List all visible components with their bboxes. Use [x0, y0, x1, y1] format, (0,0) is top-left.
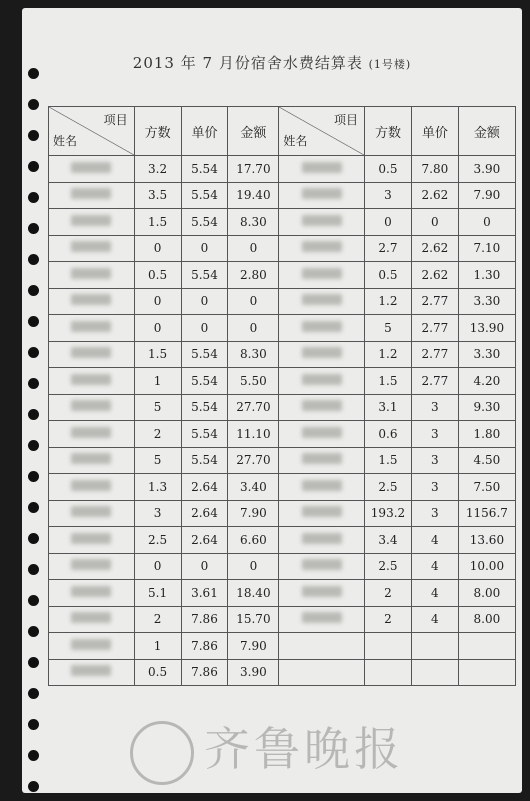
redacted-name [302, 268, 342, 279]
amount-cell-left: 11.10 [228, 421, 279, 448]
table-row [49, 209, 516, 236]
price-cell-left: 0 [181, 235, 228, 262]
table-row [49, 606, 516, 633]
name-cell-left [49, 421, 135, 448]
document-page [22, 8, 522, 793]
redacted-name [302, 374, 342, 385]
amount-cell-right: 1.80 [458, 421, 515, 448]
price-cell-right: 3 [411, 394, 458, 421]
redacted-name [71, 162, 111, 173]
amount-cell-right: 1156.7 [458, 500, 515, 527]
table-row [49, 394, 516, 421]
price-cell-right: 2.62 [411, 262, 458, 289]
name-cell-right [279, 235, 365, 262]
redacted-name [71, 533, 111, 544]
redacted-name [302, 400, 342, 411]
table-row [49, 527, 516, 554]
price-cell-left: 0 [181, 288, 228, 315]
binder-hole [28, 99, 39, 110]
volume-cell-left: 2 [134, 606, 181, 633]
volume-cell-left: 5 [134, 447, 181, 474]
amount-cell-right: 3.30 [458, 341, 515, 368]
table-row [49, 156, 516, 183]
name-cell-left [49, 553, 135, 580]
volume-cell-right: 1.2 [365, 288, 412, 315]
document-title [22, 52, 522, 73]
name-cell-left [49, 447, 135, 474]
binder-hole [28, 750, 39, 761]
volume-cell-left: 0 [134, 235, 181, 262]
amount-cell-right: 7.90 [458, 182, 515, 209]
amount-cell-left: 17.70 [228, 156, 279, 183]
amount-cell-right: 0 [458, 209, 515, 236]
binder-hole [28, 781, 39, 792]
amount-cell-left: 19.40 [228, 182, 279, 209]
redacted-name [302, 559, 342, 570]
binder-hole [28, 409, 39, 420]
watermark-text: 齐鲁晚报 [204, 722, 404, 776]
amount-cell-left: 3.90 [228, 659, 279, 686]
name-cell-right [279, 156, 365, 183]
name-cell-left [49, 659, 135, 686]
volume-cell-right: 0.5 [365, 262, 412, 289]
header-unit-price: 单价 [181, 107, 228, 156]
redacted-name [302, 188, 342, 199]
table-row [49, 368, 516, 395]
volume-cell-left: 0.5 [134, 262, 181, 289]
redacted-name [302, 586, 342, 597]
redacted-name [302, 347, 342, 358]
volume-cell-left: 1.3 [134, 474, 181, 501]
name-cell-right [279, 262, 365, 289]
binder-hole [28, 192, 39, 203]
name-cell-right [279, 394, 365, 421]
header-item-right: 项目 [334, 113, 359, 127]
redacted-name [71, 347, 111, 358]
amount-cell-left: 27.70 [228, 394, 279, 421]
redacted-name [71, 559, 111, 570]
building-label: (1号楼) [368, 58, 412, 71]
price-cell-right: 4 [411, 580, 458, 607]
name-cell-left [49, 527, 135, 554]
name-cell-left [49, 606, 135, 633]
diagonal-header-right [279, 107, 364, 155]
amount-cell-left: 2.80 [228, 262, 279, 289]
amount-cell-right: 8.00 [458, 606, 515, 633]
name-cell-left [49, 156, 135, 183]
volume-cell-left: 5 [134, 394, 181, 421]
header-unit-price-right: 单价 [411, 107, 458, 156]
volume-cell-left: 2.5 [134, 527, 181, 554]
price-cell-left: 5.54 [181, 447, 228, 474]
name-cell-right [279, 447, 365, 474]
volume-cell-right: 1.5 [365, 447, 412, 474]
price-cell-left: 5.54 [181, 394, 228, 421]
table-row [49, 315, 516, 342]
volume-cell-right: 2.5 [365, 553, 412, 580]
volume-cell-left: 1 [134, 633, 181, 660]
binder-hole [28, 440, 39, 451]
binder-hole [28, 626, 39, 637]
volume-cell-left: 1.5 [134, 341, 181, 368]
table-row [49, 580, 516, 607]
binder-hole [28, 285, 39, 296]
name-cell-right [279, 606, 365, 633]
amount-cell-right: 4.50 [458, 447, 515, 474]
header-item-name-cell [49, 107, 135, 156]
volume-cell-left: 0 [134, 315, 181, 342]
binder-hole [28, 688, 39, 699]
table-row [49, 235, 516, 262]
redacted-name [71, 215, 111, 226]
binder-hole [28, 657, 39, 668]
redacted-name [302, 427, 342, 438]
redacted-name [71, 321, 111, 332]
redacted-name [302, 215, 342, 226]
volume-cell-left: 1.5 [134, 209, 181, 236]
redacted-name [71, 586, 111, 597]
volume-cell-right [365, 659, 412, 686]
price-cell-right: 0 [411, 209, 458, 236]
redacted-name [71, 294, 111, 305]
binder-hole [28, 471, 39, 482]
binder-hole [28, 130, 39, 141]
redacted-name [71, 374, 111, 385]
price-cell-right: 2.77 [411, 341, 458, 368]
binder-holes [28, 8, 42, 793]
name-cell-right [279, 182, 365, 209]
redacted-name [71, 453, 111, 464]
redacted-name [71, 480, 111, 491]
header-volume: 方数 [134, 107, 181, 156]
price-cell-left: 2.64 [181, 527, 228, 554]
redacted-name [302, 321, 342, 332]
name-cell-left [49, 474, 135, 501]
redacted-name [71, 268, 111, 279]
name-cell-right [279, 341, 365, 368]
price-cell-right: 4 [411, 527, 458, 554]
name-cell-left [49, 341, 135, 368]
amount-cell-right: 1.30 [458, 262, 515, 289]
name-cell-right [279, 500, 365, 527]
name-cell-left [49, 633, 135, 660]
name-cell-right [279, 288, 365, 315]
table-row [49, 474, 516, 501]
name-cell-right [279, 368, 365, 395]
price-cell-left: 5.54 [181, 209, 228, 236]
volume-cell-left: 3.5 [134, 182, 181, 209]
name-cell-right [279, 659, 365, 686]
name-cell-right [279, 421, 365, 448]
volume-cell-left: 0.5 [134, 659, 181, 686]
price-cell-right: 4 [411, 553, 458, 580]
redacted-name [302, 453, 342, 464]
price-cell-left: 5.54 [181, 182, 228, 209]
table-row [49, 288, 516, 315]
volume-cell-right: 5 [365, 315, 412, 342]
table-row [49, 633, 516, 660]
volume-cell-right: 3.4 [365, 527, 412, 554]
binder-hole [28, 161, 39, 172]
name-cell-left [49, 315, 135, 342]
redacted-name [71, 427, 111, 438]
name-cell-left [49, 288, 135, 315]
table-row [49, 553, 516, 580]
volume-cell-right: 0.5 [365, 156, 412, 183]
binder-hole [28, 595, 39, 606]
amount-cell-left: 0 [228, 288, 279, 315]
name-cell-right [279, 315, 365, 342]
name-cell-left [49, 262, 135, 289]
header-amount: 金额 [228, 107, 279, 156]
price-cell-left: 5.54 [181, 421, 228, 448]
amount-cell-right: 7.50 [458, 474, 515, 501]
amount-cell-left: 15.70 [228, 606, 279, 633]
amount-cell-left: 27.70 [228, 447, 279, 474]
diagonal-header [49, 107, 134, 155]
redacted-name [302, 480, 342, 491]
newspaper-watermark [130, 713, 510, 793]
redacted-name [302, 294, 342, 305]
redacted-name [71, 612, 111, 623]
table-row [49, 659, 516, 686]
price-cell-left: 5.54 [181, 262, 228, 289]
volume-cell-right [365, 633, 412, 660]
name-cell-left [49, 182, 135, 209]
header-amount-right: 金额 [458, 107, 515, 156]
name-cell-left [49, 368, 135, 395]
price-cell-right: 2.62 [411, 182, 458, 209]
table-row [49, 262, 516, 289]
price-cell-right: 3 [411, 447, 458, 474]
name-cell-right [279, 474, 365, 501]
amount-cell-right: 3.90 [458, 156, 515, 183]
amount-cell-right: 13.90 [458, 315, 515, 342]
name-cell-left [49, 500, 135, 527]
amount-cell-right: 9.30 [458, 394, 515, 421]
amount-cell-right: 13.60 [458, 527, 515, 554]
amount-cell-left: 0 [228, 235, 279, 262]
name-cell-left [49, 235, 135, 262]
price-cell-left: 2.64 [181, 500, 228, 527]
title-text: 2013 年 7 月份宿舍水费结算表 [132, 54, 363, 72]
redacted-name [71, 188, 111, 199]
volume-cell-right: 1.2 [365, 341, 412, 368]
price-cell-left: 5.54 [181, 156, 228, 183]
redacted-name [71, 400, 111, 411]
table-row [49, 500, 516, 527]
table-row [49, 341, 516, 368]
table-row [49, 182, 516, 209]
price-cell-right [411, 659, 458, 686]
amount-cell-left: 7.90 [228, 633, 279, 660]
name-cell-left [49, 394, 135, 421]
redacted-name [302, 162, 342, 173]
price-cell-right: 3 [411, 421, 458, 448]
volume-cell-right: 1.5 [365, 368, 412, 395]
name-cell-right [279, 580, 365, 607]
volume-cell-left: 5.1 [134, 580, 181, 607]
header-item-name-cell-right [279, 107, 365, 156]
amount-cell-left: 18.40 [228, 580, 279, 607]
water-fee-table [48, 106, 516, 686]
redacted-name [302, 241, 342, 252]
redacted-name [71, 639, 111, 650]
redacted-name [71, 506, 111, 517]
price-cell-right: 2.77 [411, 315, 458, 342]
name-cell-right [279, 553, 365, 580]
price-cell-left: 0 [181, 553, 228, 580]
amount-cell-left: 5.50 [228, 368, 279, 395]
name-cell-right [279, 527, 365, 554]
volume-cell-right: 2.7 [365, 235, 412, 262]
header-name-right: 姓名 [283, 134, 308, 148]
amount-cell-right: 10.00 [458, 553, 515, 580]
price-cell-left: 0 [181, 315, 228, 342]
table-row [49, 421, 516, 448]
watermark-logo-icon [130, 721, 194, 785]
volume-cell-right: 0 [365, 209, 412, 236]
price-cell-left: 7.86 [181, 633, 228, 660]
price-cell-right: 7.80 [411, 156, 458, 183]
price-cell-right: 3 [411, 500, 458, 527]
volume-cell-right: 3 [365, 182, 412, 209]
price-cell-right: 4 [411, 606, 458, 633]
name-cell-right [279, 209, 365, 236]
price-cell-left: 5.54 [181, 341, 228, 368]
redacted-name [302, 612, 342, 623]
redacted-name [302, 506, 342, 517]
binder-hole [28, 254, 39, 265]
volume-cell-left: 0 [134, 288, 181, 315]
amount-cell-left: 0 [228, 553, 279, 580]
volume-cell-right: 3.1 [365, 394, 412, 421]
header-item: 项目 [103, 113, 128, 127]
price-cell-right: 2.77 [411, 368, 458, 395]
amount-cell-right: 8.00 [458, 580, 515, 607]
binder-hole [28, 502, 39, 513]
volume-cell-left: 2 [134, 421, 181, 448]
volume-cell-right: 0.6 [365, 421, 412, 448]
amount-cell-left: 0 [228, 315, 279, 342]
table-header-row [49, 107, 516, 156]
price-cell-left: 7.86 [181, 659, 228, 686]
amount-cell-left: 3.40 [228, 474, 279, 501]
amount-cell-right: 7.10 [458, 235, 515, 262]
binder-hole [28, 347, 39, 358]
binder-hole [28, 223, 39, 234]
header-volume-right: 方数 [365, 107, 412, 156]
volume-cell-right: 2 [365, 580, 412, 607]
price-cell-left: 2.64 [181, 474, 228, 501]
binder-hole [28, 719, 39, 730]
name-cell-left [49, 580, 135, 607]
table-row [49, 447, 516, 474]
volume-cell-right: 2.5 [365, 474, 412, 501]
price-cell-right: 3 [411, 474, 458, 501]
amount-cell-left: 7.90 [228, 500, 279, 527]
amount-cell-left: 8.30 [228, 341, 279, 368]
binder-hole [28, 378, 39, 389]
amount-cell-right: 3.30 [458, 288, 515, 315]
amount-cell-left: 6.60 [228, 527, 279, 554]
amount-cell-right [458, 659, 515, 686]
price-cell-left: 5.54 [181, 368, 228, 395]
price-cell-right [411, 633, 458, 660]
amount-cell-right: 4.20 [458, 368, 515, 395]
name-cell-right [279, 633, 365, 660]
redacted-name [71, 241, 111, 252]
volume-cell-left: 3 [134, 500, 181, 527]
volume-cell-left: 3.2 [134, 156, 181, 183]
volume-cell-left: 0 [134, 553, 181, 580]
price-cell-right: 2.77 [411, 288, 458, 315]
redacted-name [71, 665, 111, 676]
amount-cell-left: 8.30 [228, 209, 279, 236]
price-cell-left: 7.86 [181, 606, 228, 633]
price-cell-left: 3.61 [181, 580, 228, 607]
redacted-name [302, 533, 342, 544]
price-cell-right: 2.62 [411, 235, 458, 262]
binder-hole [28, 533, 39, 544]
volume-cell-right: 2 [365, 606, 412, 633]
binder-hole [28, 316, 39, 327]
amount-cell-right [458, 633, 515, 660]
header-name: 姓名 [53, 134, 78, 148]
name-cell-left [49, 209, 135, 236]
volume-cell-right: 193.2 [365, 500, 412, 527]
binder-hole [28, 564, 39, 575]
volume-cell-left: 1 [134, 368, 181, 395]
